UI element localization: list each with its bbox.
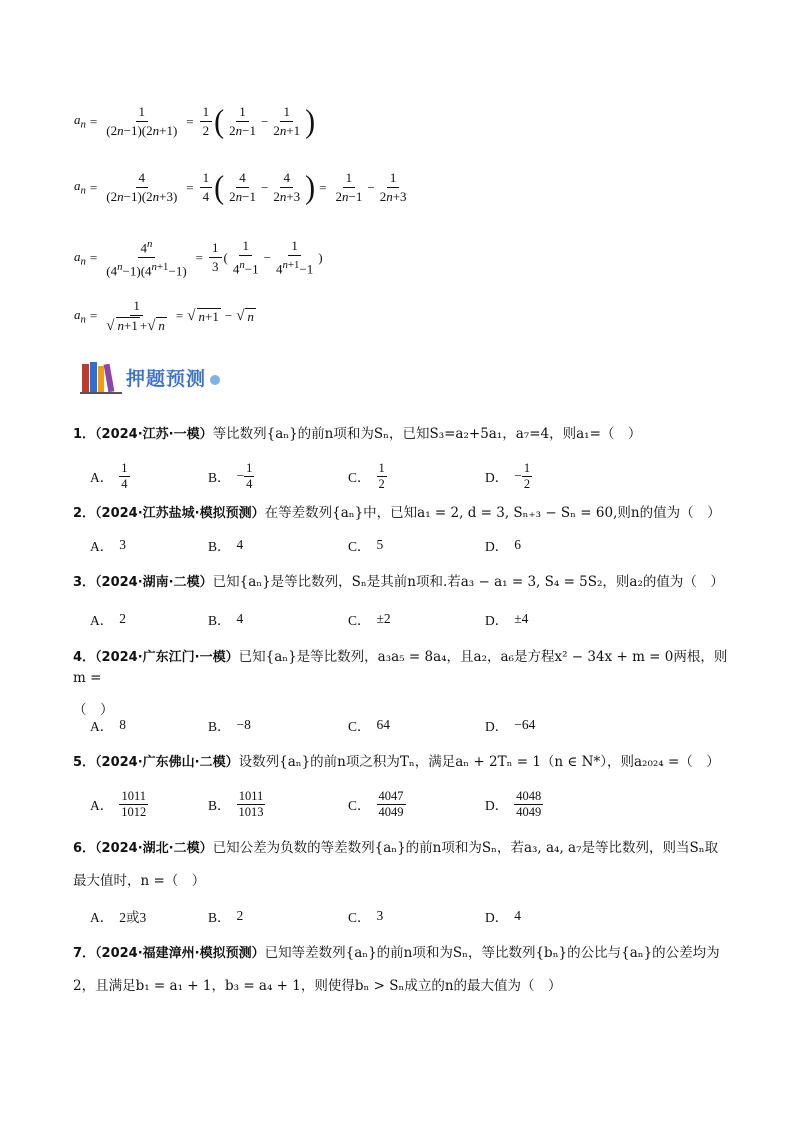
section-dot: [210, 375, 220, 385]
option-d[interactable]: D． $\frac{4048}{4049}$: [485, 788, 542, 819]
question-text: 已知公差为负数的等差数列{aₙ}的前n项和为Sₙ，若a₃, a₄, a₇是等比数列，则当Sₙ取: [212, 840, 719, 856]
question-2: [73, 503, 733, 524]
option-a[interactable]: A． 2: [90, 611, 126, 628]
question-1: [73, 424, 733, 445]
option-d[interactable]: D． − $\frac{1}{2}$: [485, 460, 531, 491]
option-d[interactable]: D． −64: [485, 717, 536, 734]
question-number: 1．: [73, 427, 96, 442]
option-b[interactable]: B． 4: [208, 537, 244, 554]
section-title: 押题预测: [126, 367, 207, 390]
books-icon: [80, 360, 122, 394]
option-b[interactable]: B． −8: [208, 717, 251, 734]
question-number: 4．: [73, 650, 96, 665]
option-d[interactable]: D． 4: [485, 908, 521, 925]
question-5: [73, 752, 733, 773]
option-c[interactable]: C． ±2: [348, 611, 391, 628]
formula-1: $a_n$ = $\frac{1}{(2n-1)(2n+1)}$ = $\frac{1}{2}$ ( $\frac{1}{2n-1}$ − $\frac{1}{2n+1}$ ): [74, 102, 316, 140]
question-text: 已知{aₙ}是等比数列，Sₙ是其前n项和.若a₃ − a₁ = 3, S₄ = 5S₂，则a₂的值为（ ）: [212, 574, 724, 590]
formula-4: $a_n$ = $\frac{1}{√ n+1 +√ n}$ = √ n+1 − √ n: [74, 298, 254, 334]
options-6: [90, 898, 730, 934]
question-source: （2024·广东江门·一模）: [95, 650, 239, 665]
option-c[interactable]: C． 64: [348, 717, 391, 734]
question-text-cont: 2，且满足b₁ = a₁ + 1，b₃ = a₄ + 1，则使得bₙ > Sₙ成立的n的最大值为（ ）: [73, 978, 562, 994]
option-c[interactable]: C． 5: [348, 537, 384, 554]
question-text: 在等差数列{aₙ}中，已知a₁ = 2, d = 3, Sₙ₊₃ − Sₙ = 60,则n的值为（ ）: [264, 505, 721, 521]
question-number: 6．: [73, 841, 96, 856]
question-source: （2024·福建漳州·模拟预测）: [95, 946, 265, 961]
option-d[interactable]: D． ±4: [485, 611, 529, 628]
option-b[interactable]: B． $\frac{1011}{1013}$: [208, 788, 264, 819]
options-3: [90, 601, 730, 637]
question-text-cont: 最大值时，n =（ ）: [73, 873, 206, 889]
question-6: [73, 838, 733, 891]
question-source: （2024·江苏盐城·模拟预测）: [95, 506, 265, 521]
question-text: 设数列{aₙ}的前n项之积为Tₙ，满足aₙ + 2Tₙ = 1（n ∈ N*），则a₂₀₂₄ =（ ）: [238, 754, 720, 770]
question-number: 5．: [73, 755, 96, 770]
question-7: [73, 943, 733, 996]
option-a[interactable]: A． 3: [90, 537, 126, 554]
options-1: [90, 458, 730, 494]
formula-2: $a_n$ = $\frac{4}{(2n-1)(2n+3)}$ = $\frac{1}{4}$ ( $\frac{4}{2n-1}$ − $\frac{4}{2n+3}$ ) = $\frac{1}{2n-1}$ − $\frac{1}{2n+3}$: [74, 168, 407, 206]
options-4: [90, 707, 730, 743]
option-d[interactable]: D． 6: [485, 537, 521, 554]
question-text-cont: （ ）: [73, 702, 114, 718]
question-text: 已知{aₙ}是等比数列，a₃a₅ = 8a₄，且a₂，a₆是方程x² − 34x + m = 0两根，则m =: [73, 649, 728, 686]
option-b[interactable]: B． 2: [208, 908, 244, 925]
question-text: 等比数列{aₙ}的前n项和为Sₙ，已知S₃=a₂+5a₁，a₇=4，则a₁=（ ）: [212, 426, 642, 442]
question-number: 7．: [73, 946, 96, 961]
option-a[interactable]: A． $\frac{1}{4}$: [90, 460, 128, 491]
question-number: 2．: [73, 506, 96, 521]
options-2: [90, 527, 730, 563]
section-header: [80, 360, 220, 394]
option-b[interactable]: B． − $\frac{1}{4}$: [208, 460, 253, 491]
option-a[interactable]: A． $\frac{1011}{1012}$: [90, 788, 147, 819]
question-source: （2024·江苏·一模）: [95, 427, 213, 442]
option-c[interactable]: C． $\frac{1}{2}$: [348, 460, 385, 491]
option-a[interactable]: A． 2或3: [90, 910, 147, 925]
question-text: 已知等差数列{aₙ}的前n项和为Sₙ，等比数列{bₙ}的公比与{aₙ}的公差均为: [264, 945, 720, 961]
question-source: （2024·广东佛山·二模）: [95, 755, 239, 770]
option-c[interactable]: C． 3: [348, 908, 384, 925]
question-source: （2024·湖北·二模）: [95, 841, 213, 856]
formula-3: $a_n$ = $\frac{4^n}{(4^n-1)(4^{n+1}-1)}$ = $\frac{1}{3}$ ( $\frac{1}{4^n-1}$ − $\frac{1}{4^{n+1}-1}$ ): [74, 238, 323, 279]
option-a[interactable]: A． 8: [90, 717, 126, 734]
options-5: [90, 786, 730, 822]
option-b[interactable]: B． 4: [208, 611, 244, 628]
question-number: 3．: [73, 575, 96, 590]
question-3: [73, 572, 733, 593]
question-source: （2024·湖南·二模）: [95, 575, 213, 590]
option-c[interactable]: C． $\frac{4047}{4049}$: [348, 788, 404, 819]
